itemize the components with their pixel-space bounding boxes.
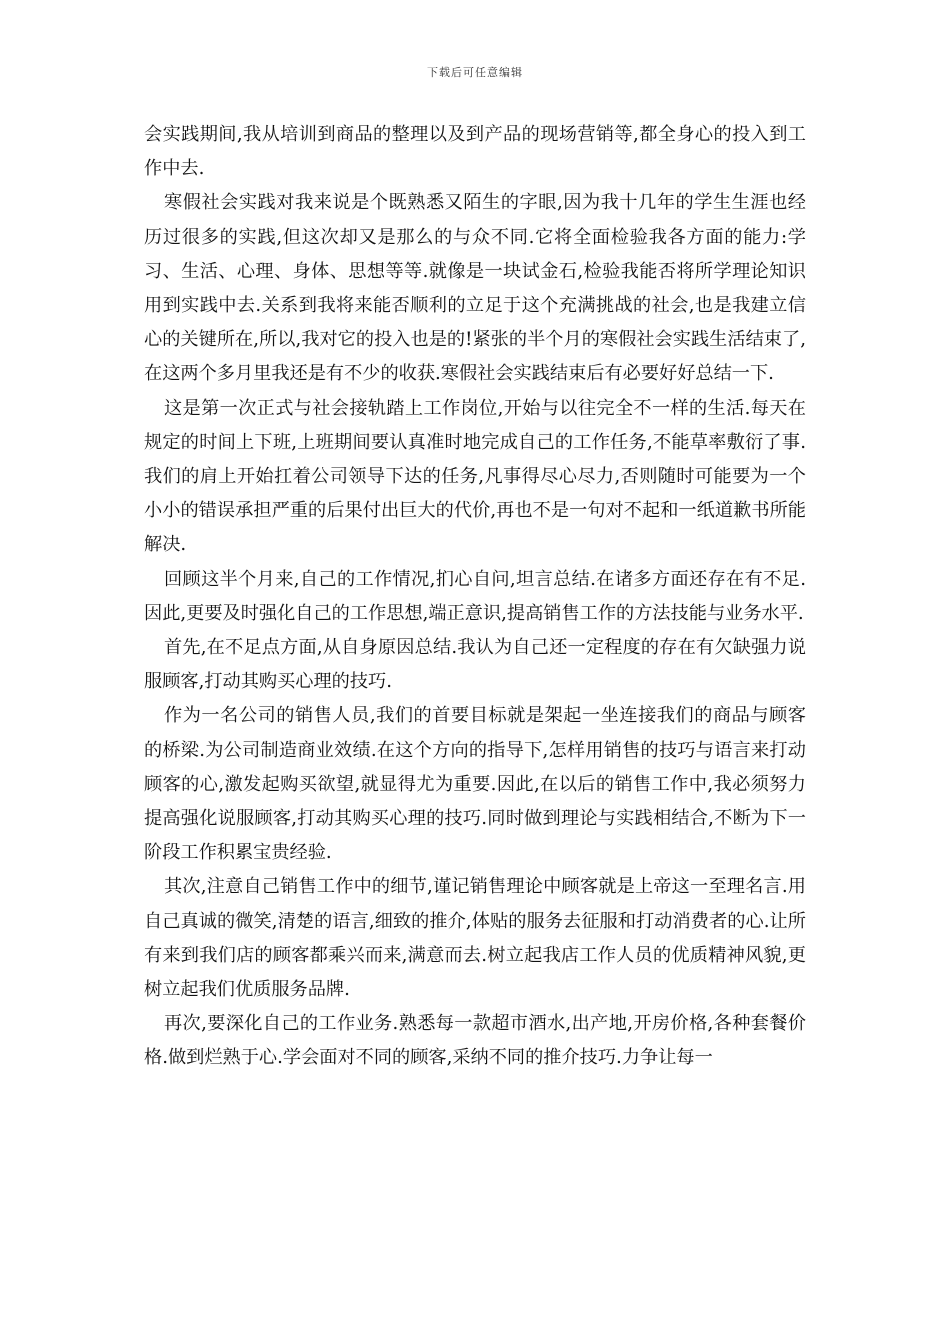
paragraph-5: 首先,在不足点方面,从自身原因总结.我认为自己还一定程度的存在有欠缺强力说服顾客,打动其购买心理的技巧. — [144, 637, 806, 693]
page-header: 下载后可任意编辑 — [427, 66, 523, 79]
paragraph-2: 寒假社会实践对我来说是个既熟悉又陌生的字眼,因为我十几年的学生生涯也经历过很多的实践,但这次却又是那么的与众不同.它将全面检验我各方面的能力:学习、生活、心理、身体、思想等等.就像是一块试金石,检验我能否将所学理论知识用到实践中去.关系到我将来能否顺利的立足于这个充满挑战的社会,也是我建立信心的关键所在,所以,我对它的投入也是的!紧张的半个月的寒假社会实践生活结束了,在这两个多月里我还是有不少的收获.寒假社会实践结束后有必要好好总结一下. — [144, 192, 806, 385]
paragraph-4: 回顾这半个月来,自己的工作情况,扪心自问,坦言总结.在诸多方面还存在有不足.因此,更要及时强化自己的工作思想,端正意识,提高销售工作的方法技能与业务水平. — [144, 568, 806, 624]
document-body — [144, 118, 806, 1076]
paragraph-1: 会实践期间,我从培训到商品的整理以及到产品的现场营销等,都全身心的投入到工作中去. — [144, 124, 806, 180]
paragraph-6: 作为一名公司的销售人员,我们的首要目标就是架起一坐连接我们的商品与顾客的桥梁.为公司制造商业效绩.在这个方向的指导下,怎样用销售的技巧与语言来打动顾客的心,激发起购买欲望,就显得尤为重要.因此,在以后的销售工作中,我必须努力提高强化说服顾客,打动其购买心理的技巧.同时做到理论与实践相结合,不断为下一阶段工作积累宝贵经验. — [144, 705, 806, 864]
paragraph-3: 这是第一次正式与社会接轨踏上工作岗位,开始与以往完全不一样的生活.每天在规定的时间上下班,上班期间要认真准时地完成自己的工作任务,不能草率敷衍了事.我们的肩上开始扛着公司领导下达的任务,凡事得尽心尽力,否则随时可能要为一个小小的错误承担严重的后果付出巨大的代价,再也不是一句对不起和一纸道歉书所能解决. — [144, 397, 806, 556]
paragraph-8: 再次,要深化自己的工作业务.熟悉每一款超市酒水,出产地,开房价格,各种套餐价格.做到烂熟于心.学会面对不同的顾客,采纳不同的推介技巧.力争让每一 — [144, 1013, 806, 1069]
paragraph-7: 其次,注意自己销售工作中的细节,谨记销售理论中顾客就是上帝这一至理名言.用自己真诚的微笑,清楚的语言,细致的推介,体贴的服务去征服和打动消费者的心.让所有来到我们店的顾客都乘兴而来,满意而去.树立起我店工作人员的优质精神风貌,更树立起我们优质服务品牌. — [144, 876, 806, 1001]
